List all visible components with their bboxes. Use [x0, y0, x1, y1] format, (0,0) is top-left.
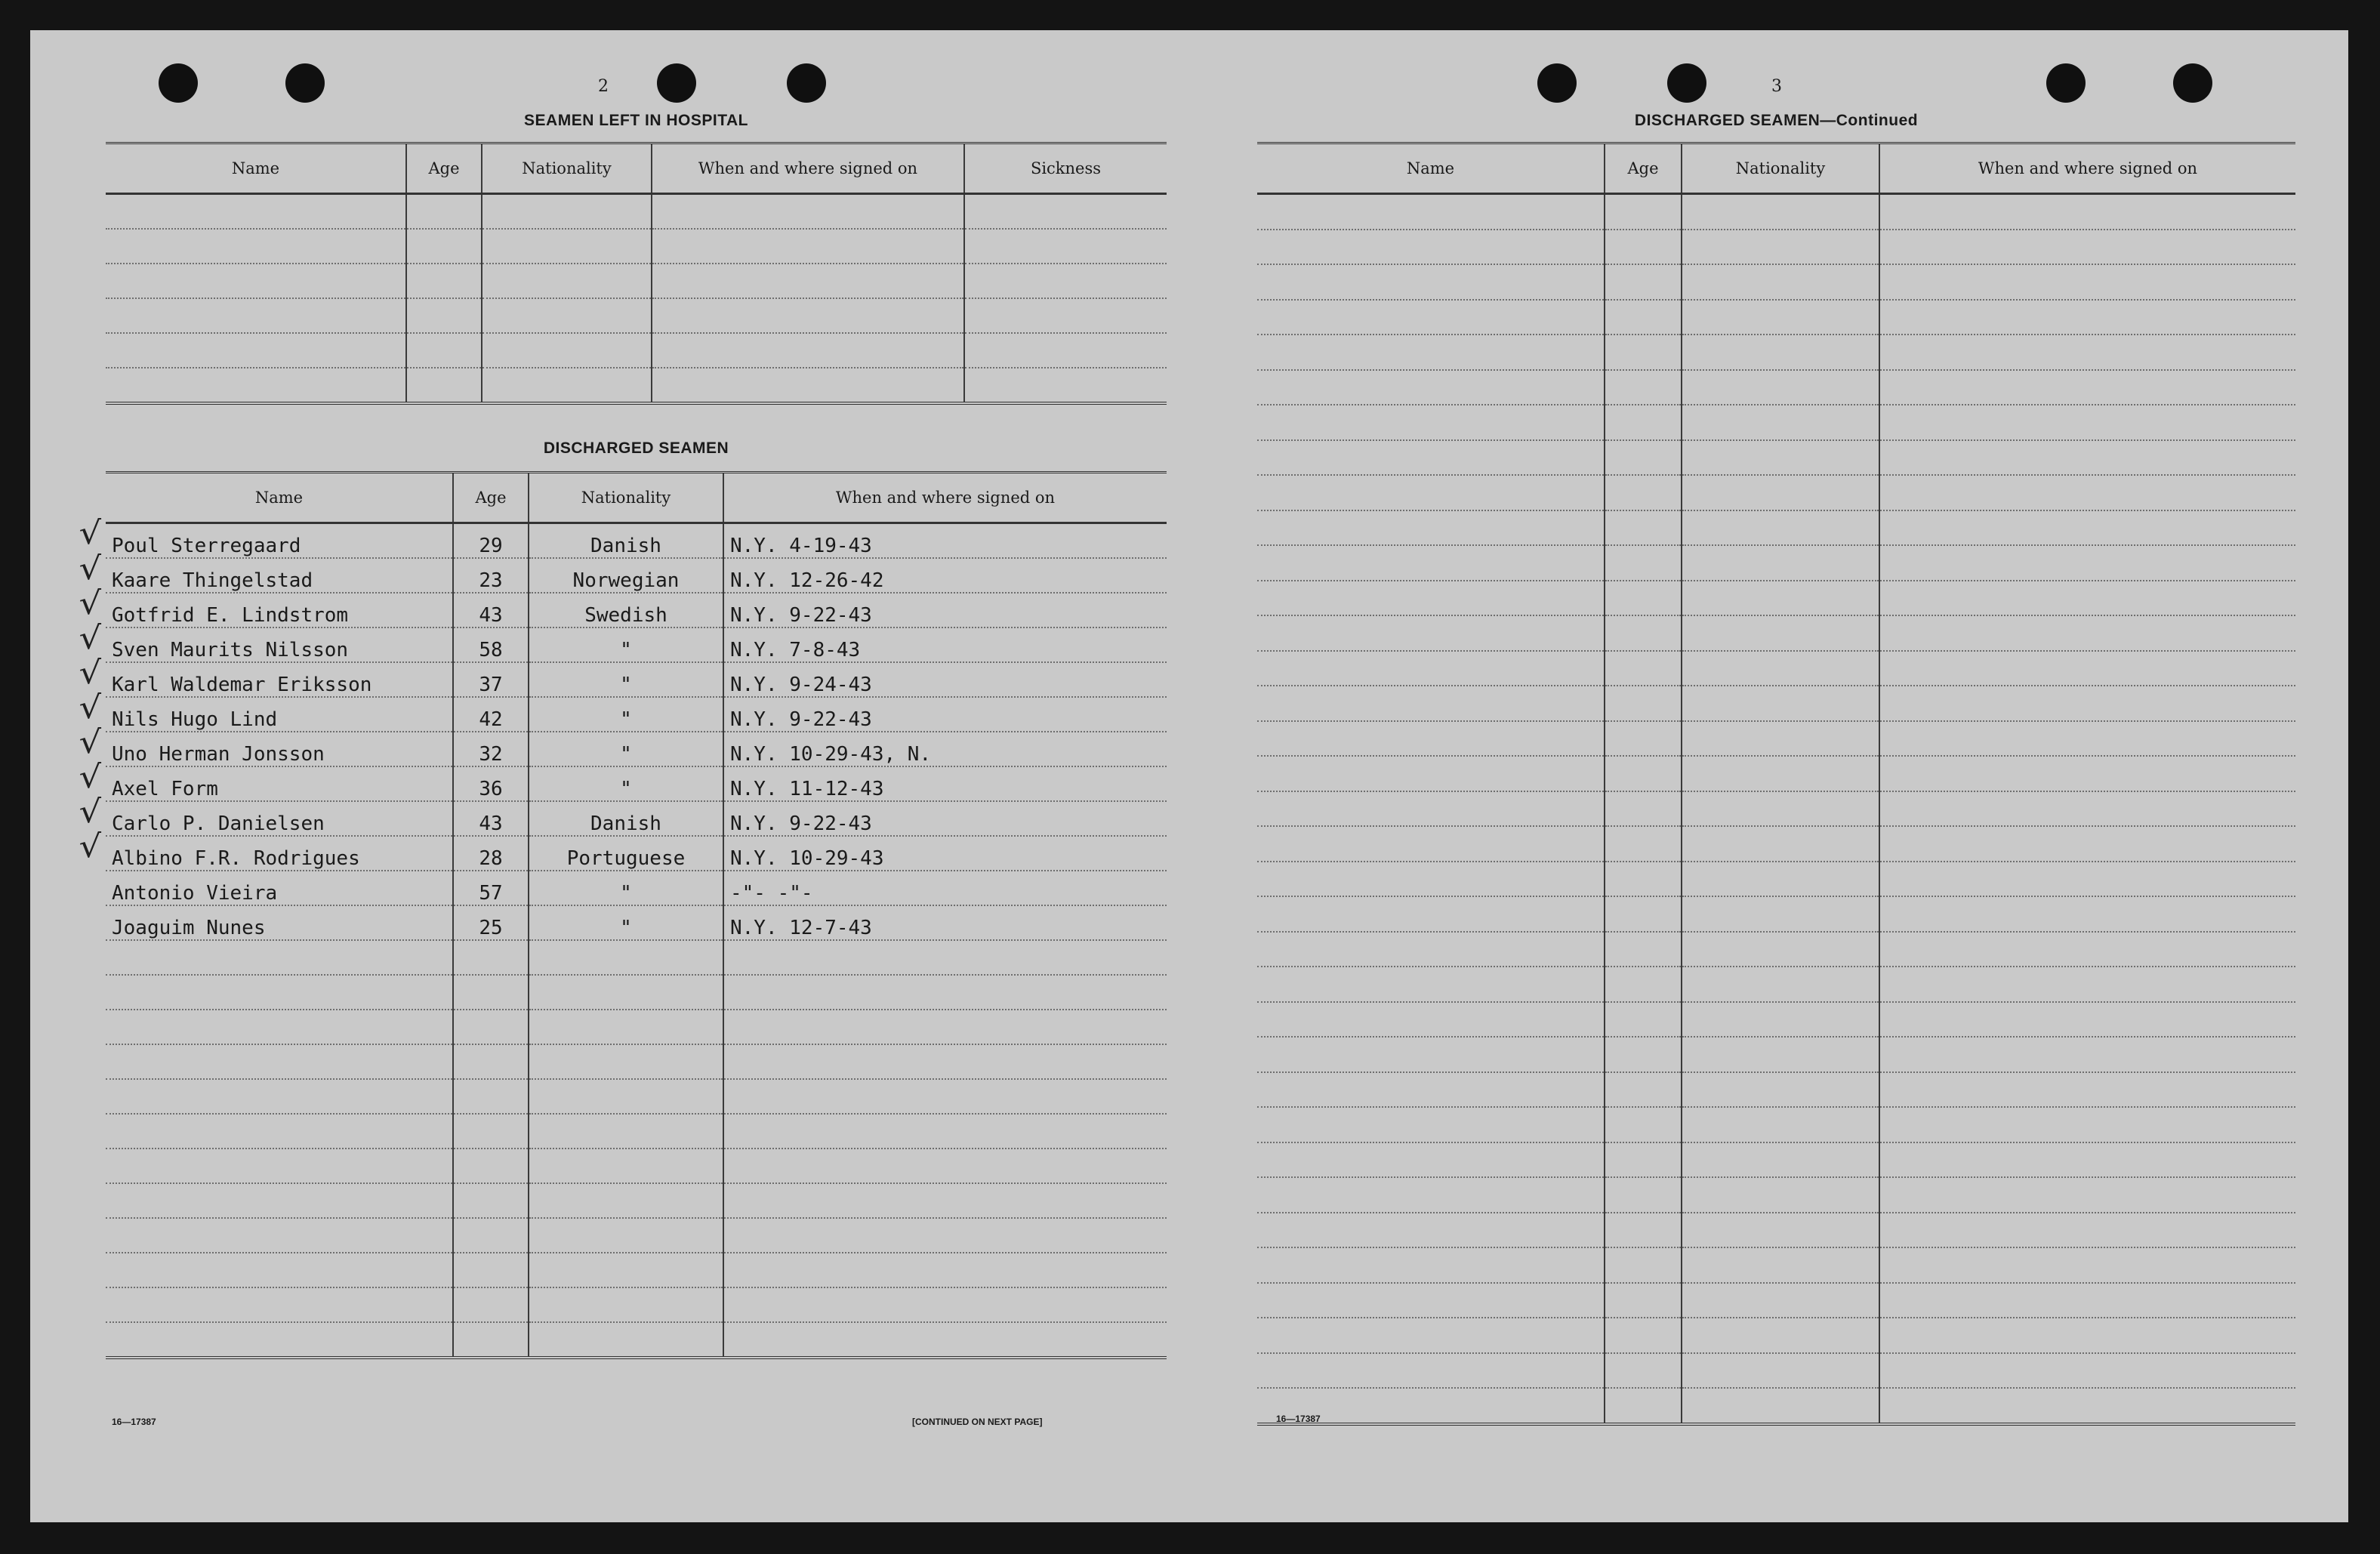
- table-row: [106, 1149, 1167, 1183]
- table-row: [106, 871, 1167, 905]
- table-row: [106, 1044, 1167, 1079]
- seaman-name: Uno Herman Jonsson: [106, 732, 453, 766]
- table-row: [1257, 1037, 2295, 1072]
- seaman-signed-on: N.Y. 12-26-42: [723, 558, 1167, 593]
- table-row: [106, 558, 1167, 593]
- seaman-nationality: ": [529, 627, 723, 662]
- table-row: [106, 662, 1167, 697]
- table-header-row: [106, 143, 1167, 194]
- binder-hole: [285, 63, 325, 103]
- table-row: [106, 194, 1167, 230]
- seaman-name: Gotfrid E. Lindstrom: [106, 593, 453, 627]
- table-row: [1257, 194, 2295, 230]
- discharged-section-title: DISCHARGED SEAMEN: [543, 439, 729, 457]
- table-row: [1257, 1318, 2295, 1353]
- table-row: [106, 1183, 1167, 1218]
- table-row: [1257, 1213, 2295, 1248]
- binder-hole: [657, 63, 696, 103]
- seaman-age: 36: [453, 766, 529, 801]
- seaman-age: 23: [453, 558, 529, 593]
- table-row: [106, 1287, 1167, 1322]
- table-row: [106, 1218, 1167, 1253]
- seaman-signed-on: N.Y. 9-22-43: [723, 697, 1167, 732]
- seaman-age: 43: [453, 593, 529, 627]
- column-header-name: Name: [106, 473, 453, 523]
- seaman-age: 25: [453, 905, 529, 940]
- seaman-signed-on: N.Y. 9-24-43: [723, 662, 1167, 697]
- seaman-nationality: ": [529, 662, 723, 697]
- checkmark-icon: √: [79, 654, 102, 691]
- seaman-signed-on: N.Y. 7-8-43: [723, 627, 1167, 662]
- column-header-age: Age: [406, 143, 482, 194]
- column-header-name: Name: [1257, 143, 1605, 194]
- seaman-name: Axel Form: [106, 766, 453, 801]
- discharged-table: [106, 471, 1167, 1359]
- table-row: [1257, 932, 2295, 967]
- table-row: [106, 368, 1167, 403]
- checkmark-icon: √: [79, 619, 102, 656]
- seaman-name: Joaguim Nunes: [106, 905, 453, 940]
- checkmark-icon: √: [79, 550, 102, 587]
- table-row: [1257, 1353, 2295, 1389]
- table-row: [1257, 862, 2295, 897]
- seaman-signed-on: N.Y. 10-29-43: [723, 836, 1167, 871]
- seaman-signed-on: N.Y. 10-29-43, N.: [723, 732, 1167, 766]
- table-row: [1257, 615, 2295, 651]
- discharged-continued-title: DISCHARGED SEAMEN—Continued: [1634, 112, 1919, 129]
- hospital-table: [106, 142, 1167, 405]
- binder-hole: [2046, 63, 2086, 103]
- table-row: [1257, 405, 2295, 440]
- table-row: [1257, 1142, 2295, 1178]
- seaman-age: 32: [453, 732, 529, 766]
- table-row: [1257, 791, 2295, 827]
- seaman-nationality: Danish: [529, 523, 723, 559]
- seaman-nationality: Danish: [529, 801, 723, 836]
- column-header-age: Age: [453, 473, 529, 523]
- table-row: [1257, 440, 2295, 476]
- checkmark-icon: √: [79, 828, 102, 865]
- table-row: [1257, 686, 2295, 721]
- continued-note: [CONTINUED ON NEXT PAGE]: [912, 1417, 1043, 1427]
- column-header-name: Name: [106, 143, 406, 194]
- table-row: [106, 1322, 1167, 1358]
- column-header-age: Age: [1605, 143, 1682, 194]
- seaman-name: Poul Sterregaard: [106, 523, 453, 559]
- table-row: [106, 298, 1167, 333]
- table-header-row: [1257, 143, 2295, 194]
- table-row: [106, 697, 1167, 732]
- form-number: 16—17387: [1276, 1414, 1321, 1424]
- table-row: [1257, 967, 2295, 1002]
- table-row: [106, 1253, 1167, 1287]
- table-row: [1257, 335, 2295, 370]
- checkmark-icon: √: [79, 689, 102, 726]
- table-row: [1257, 1002, 2295, 1038]
- table-row: [106, 975, 1167, 1010]
- table-row: [1257, 651, 2295, 686]
- seaman-nationality: Portuguese: [529, 836, 723, 871]
- table-header-row: [106, 473, 1167, 523]
- seaman-nationality: ": [529, 766, 723, 801]
- table-row: [1257, 721, 2295, 757]
- table-row: [1257, 756, 2295, 791]
- binder-hole: [2173, 63, 2212, 103]
- seaman-nationality: ": [529, 905, 723, 940]
- seaman-signed-on: N.Y. 11-12-43: [723, 766, 1167, 801]
- table-row: [106, 940, 1167, 975]
- binder-hole: [1667, 63, 1706, 103]
- table-row: [1257, 1177, 2295, 1213]
- seaman-signed-on: N.Y. 9-22-43: [723, 593, 1167, 627]
- page-number: 3: [1771, 77, 1782, 96]
- binder-hole: [787, 63, 826, 103]
- column-header-signed-on: When and where signed on: [723, 473, 1167, 523]
- table-row: [106, 836, 1167, 871]
- table-row: [106, 264, 1167, 298]
- seaman-signed-on: N.Y. 12-7-43: [723, 905, 1167, 940]
- binder-hole: [159, 63, 198, 103]
- seaman-age: 29: [453, 523, 529, 559]
- table-row: [1257, 896, 2295, 932]
- seaman-name: Sven Maurits Nilsson: [106, 627, 453, 662]
- table-row: [1257, 1072, 2295, 1108]
- table-row: [1257, 300, 2295, 335]
- table-row: [1257, 510, 2295, 546]
- seaman-name: Kaare Thingelstad: [106, 558, 453, 593]
- seaman-name: Karl Waldemar Eriksson: [106, 662, 453, 697]
- table-row: [106, 229, 1167, 264]
- table-row: [106, 766, 1167, 801]
- table-row: [1257, 545, 2295, 581]
- binder-hole: [1537, 63, 1577, 103]
- table-row: [106, 523, 1167, 559]
- seaman-nationality: Norwegian: [529, 558, 723, 593]
- seaman-age: 43: [453, 801, 529, 836]
- page-number: 2: [598, 77, 609, 96]
- table-row: [1257, 370, 2295, 405]
- checkmark-icon: √: [79, 723, 102, 760]
- column-header-nationality: Nationality: [529, 473, 723, 523]
- table-row: [106, 333, 1167, 368]
- checkmark-icon: √: [79, 793, 102, 830]
- checkmark-icon: √: [79, 758, 102, 795]
- table-row: [106, 1010, 1167, 1044]
- seaman-age: 42: [453, 697, 529, 732]
- table-row: [1257, 230, 2295, 265]
- seaman-signed-on: N.Y. 4-19-43: [723, 523, 1167, 559]
- column-header-signed-on: When and where signed on: [652, 143, 964, 194]
- form-number: 16—17387: [112, 1417, 156, 1427]
- checkmark-icon: √: [79, 514, 102, 551]
- hospital-section-title: SEAMEN LEFT IN HOSPITAL: [524, 112, 748, 129]
- table-row: [106, 1079, 1167, 1114]
- checkmark-icon: √: [79, 584, 102, 621]
- table-row: [106, 1114, 1167, 1149]
- column-header-nationality: Nationality: [1682, 143, 1879, 194]
- table-row: [1257, 1107, 2295, 1142]
- table-row: [106, 732, 1167, 766]
- table-row: [106, 593, 1167, 627]
- table-row: [1257, 1283, 2295, 1318]
- table-row: [1257, 581, 2295, 616]
- document-sheet: [30, 30, 2348, 1522]
- seaman-name: Albino F.R. Rodrigues: [106, 836, 453, 871]
- seaman-signed-on: N.Y. 9-22-43: [723, 801, 1167, 836]
- seaman-nationality: ": [529, 732, 723, 766]
- table-row: [1257, 1388, 2295, 1424]
- table-row: [1257, 1247, 2295, 1283]
- discharged-continued-table: [1257, 142, 2295, 1426]
- seaman-nationality: Swedish: [529, 593, 723, 627]
- table-row: [1257, 475, 2295, 510]
- seaman-age: 58: [453, 627, 529, 662]
- table-row: [106, 627, 1167, 662]
- table-row: [106, 801, 1167, 836]
- column-header-nationality: Nationality: [482, 143, 652, 194]
- table-row: [106, 905, 1167, 940]
- seaman-name: Nils Hugo Lind: [106, 697, 453, 732]
- table-row: [1257, 264, 2295, 300]
- seaman-nationality: ": [529, 871, 723, 905]
- seaman-name: Antonio Vieira: [106, 871, 453, 905]
- seaman-age: 57: [453, 871, 529, 905]
- table-row: [1257, 826, 2295, 862]
- column-header-signed-on: When and where signed on: [1879, 143, 2295, 194]
- column-header-sickness: Sickness: [964, 143, 1167, 194]
- seaman-signed-on: -"- -"-: [723, 871, 1167, 905]
- seaman-name: Carlo P. Danielsen: [106, 801, 453, 836]
- seaman-age: 28: [453, 836, 529, 871]
- seaman-nationality: ": [529, 697, 723, 732]
- seaman-age: 37: [453, 662, 529, 697]
